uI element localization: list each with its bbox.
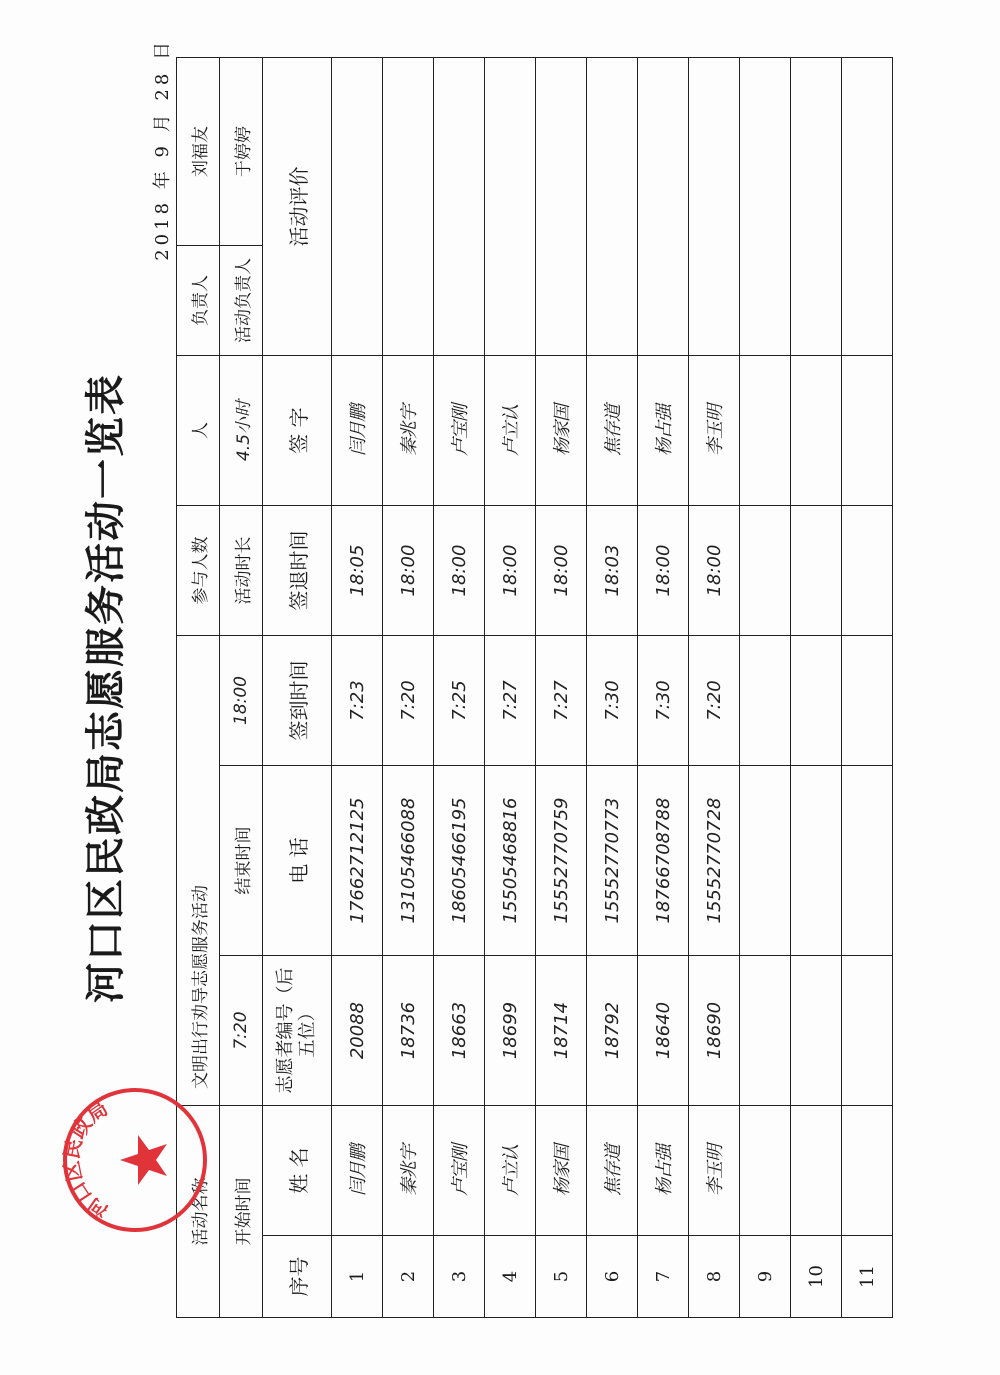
row-signature: 卢宝刚: [434, 356, 485, 506]
participants-value: 人: [177, 356, 220, 506]
seal-text: 河口区民政局: [60, 1095, 113, 1225]
volunteer-table: [176, 57, 893, 1318]
row-evaluation: [332, 58, 383, 356]
row-phone: 18766708788: [638, 766, 689, 956]
row-phone: [791, 766, 842, 956]
row-evaluation: [485, 58, 536, 356]
row-seq: 7: [638, 1236, 689, 1318]
row-phone: 15505468816: [485, 766, 536, 956]
header-signature: 签 字: [263, 356, 332, 506]
row-sign-out: 18:05: [332, 506, 383, 636]
official-seal: [60, 1085, 210, 1235]
header-volunteer-no: 志愿者编号（后五位）: [263, 956, 332, 1106]
row-sign-in: 7:23: [332, 636, 383, 766]
document-title: 河口区民政局志愿服务活动一览表: [82, 373, 129, 1003]
row-volunteer-no: 18690: [689, 956, 740, 1106]
row-sign-out: [842, 506, 893, 636]
table-row: [842, 58, 893, 1318]
row-name: 闫月鹏: [332, 1106, 383, 1236]
row-volunteer-no: [842, 956, 893, 1106]
table-row: [434, 58, 485, 1318]
leader-label: 负责人: [177, 246, 220, 356]
row-name: [791, 1106, 842, 1236]
activity-name-value: 文明出行劝导志愿服务活动: [177, 636, 220, 1106]
row-volunteer-no: 18714: [536, 956, 587, 1106]
svg-text:河口区民政局: [60, 1096, 112, 1224]
row-seq: 8: [689, 1236, 740, 1318]
row-phone: 15552770773: [587, 766, 638, 956]
row-signature: 闫月鹏: [332, 356, 383, 506]
row-phone: 18605466195: [434, 766, 485, 956]
table-row: [485, 58, 536, 1318]
row-signature: 杨占强: [638, 356, 689, 506]
end-time-label: 结束时间: [220, 766, 263, 956]
row-name: [842, 1106, 893, 1236]
row-evaluation: [689, 58, 740, 356]
table-row: [791, 58, 842, 1318]
end-time-value: 18:00: [220, 636, 263, 766]
row-volunteer-no: 18663: [434, 956, 485, 1106]
meta-row-2: [220, 58, 263, 1318]
row-seq: 4: [485, 1236, 536, 1318]
row-sign-in: 7:25: [434, 636, 485, 766]
row-name: 杨家国: [536, 1106, 587, 1236]
row-sign-out: 18:00: [638, 506, 689, 636]
row-sign-in: 7:30: [587, 636, 638, 766]
row-sign-in: 7:20: [383, 636, 434, 766]
row-evaluation: [434, 58, 485, 356]
row-seq: 3: [434, 1236, 485, 1318]
row-volunteer-no: [791, 956, 842, 1106]
header-row: [263, 58, 332, 1318]
row-name: 焦存道: [587, 1106, 638, 1236]
row-signature: [740, 356, 791, 506]
row-phone: 17662712125: [332, 766, 383, 956]
table-row: [383, 58, 434, 1318]
row-seq: 1: [332, 1236, 383, 1318]
row-sign-in: 7:30: [638, 636, 689, 766]
row-sign-in: [740, 636, 791, 766]
activity-name-label: 活动名称: [177, 1106, 220, 1318]
row-name: 秦兆宇: [383, 1106, 434, 1236]
row-volunteer-no: 18699: [485, 956, 536, 1106]
document-date: 2018 年 9 月 28 日: [152, 38, 173, 261]
participants-label: 参与人数: [177, 506, 220, 636]
start-time-value: 7:20: [220, 956, 263, 1106]
row-evaluation: [740, 58, 791, 356]
row-sign-out: 18:03: [587, 506, 638, 636]
row-signature: 李玉明: [689, 356, 740, 506]
row-sign-in: [842, 636, 893, 766]
row-sign-out: 18:00: [383, 506, 434, 636]
row-phone: [842, 766, 893, 956]
header-evaluation: 活动评价: [263, 58, 332, 356]
table-row: [689, 58, 740, 1318]
row-signature: 卢立认: [485, 356, 536, 506]
row-sign-out: 18:00: [434, 506, 485, 636]
row-evaluation: [587, 58, 638, 356]
duration-value: 4.5小时: [220, 356, 263, 506]
star-icon: [120, 1135, 167, 1185]
row-signature: 杨家国: [536, 356, 587, 506]
row-signature: 焦存道: [587, 356, 638, 506]
row-seq: 5: [536, 1236, 587, 1318]
row-sign-out: 18:00: [536, 506, 587, 636]
row-name: 李玉明: [689, 1106, 740, 1236]
row-phone: [740, 766, 791, 956]
table-row: [587, 58, 638, 1318]
table-row: [332, 58, 383, 1318]
row-volunteer-no: 20088: [332, 956, 383, 1106]
header-seq: 序号: [263, 1236, 332, 1318]
row-sign-out: [791, 506, 842, 636]
row-sign-in: 7:27: [485, 636, 536, 766]
activity-leader-label: 活动负责人: [220, 246, 263, 356]
row-seq: 11: [842, 1236, 893, 1318]
row-volunteer-no: 18792: [587, 956, 638, 1106]
row-sign-in: 7:27: [536, 636, 587, 766]
row-evaluation: [383, 58, 434, 356]
row-name: 卢宝刚: [434, 1106, 485, 1236]
row-name: 卢立认: [485, 1106, 536, 1236]
row-volunteer-no: [740, 956, 791, 1106]
row-signature: 秦兆宇: [383, 356, 434, 506]
row-evaluation: [536, 58, 587, 356]
row-sign-in: [791, 636, 842, 766]
row-seq: 10: [791, 1236, 842, 1318]
row-phone: 13105466088: [383, 766, 434, 956]
leader-value: 刘福友: [177, 58, 220, 246]
row-phone: 15552770759: [536, 766, 587, 956]
row-volunteer-no: 18736: [383, 956, 434, 1106]
header-name: 姓 名: [263, 1106, 332, 1236]
row-evaluation: [638, 58, 689, 356]
row-signature: [842, 356, 893, 506]
header-sign-in: 签到时间: [263, 636, 332, 766]
row-evaluation: [842, 58, 893, 356]
table-row: [638, 58, 689, 1318]
table-row: [536, 58, 587, 1318]
row-sign-out: 18:00: [689, 506, 740, 636]
row-seq: 9: [740, 1236, 791, 1318]
row-sign-out: 18:00: [485, 506, 536, 636]
seal-graphic: [60, 1085, 210, 1235]
row-seq: 2: [383, 1236, 434, 1318]
row-name: [740, 1106, 791, 1236]
row-sign-in: 7:20: [689, 636, 740, 766]
duration-label: 活动时长: [220, 506, 263, 636]
header-phone: 电 话: [263, 766, 332, 956]
row-phone: 15552770728: [689, 766, 740, 956]
header-sign-out: 签退时间: [263, 506, 332, 636]
table-row: [740, 58, 791, 1318]
row-signature: [791, 356, 842, 506]
row-sign-out: [740, 506, 791, 636]
row-name: 杨占强: [638, 1106, 689, 1236]
row-volunteer-no: 18640: [638, 956, 689, 1106]
row-evaluation: [791, 58, 842, 356]
row-seq: 6: [587, 1236, 638, 1318]
start-time-label: 开始时间: [220, 1106, 263, 1318]
activity-leader-value: 于婷婷: [220, 58, 263, 246]
